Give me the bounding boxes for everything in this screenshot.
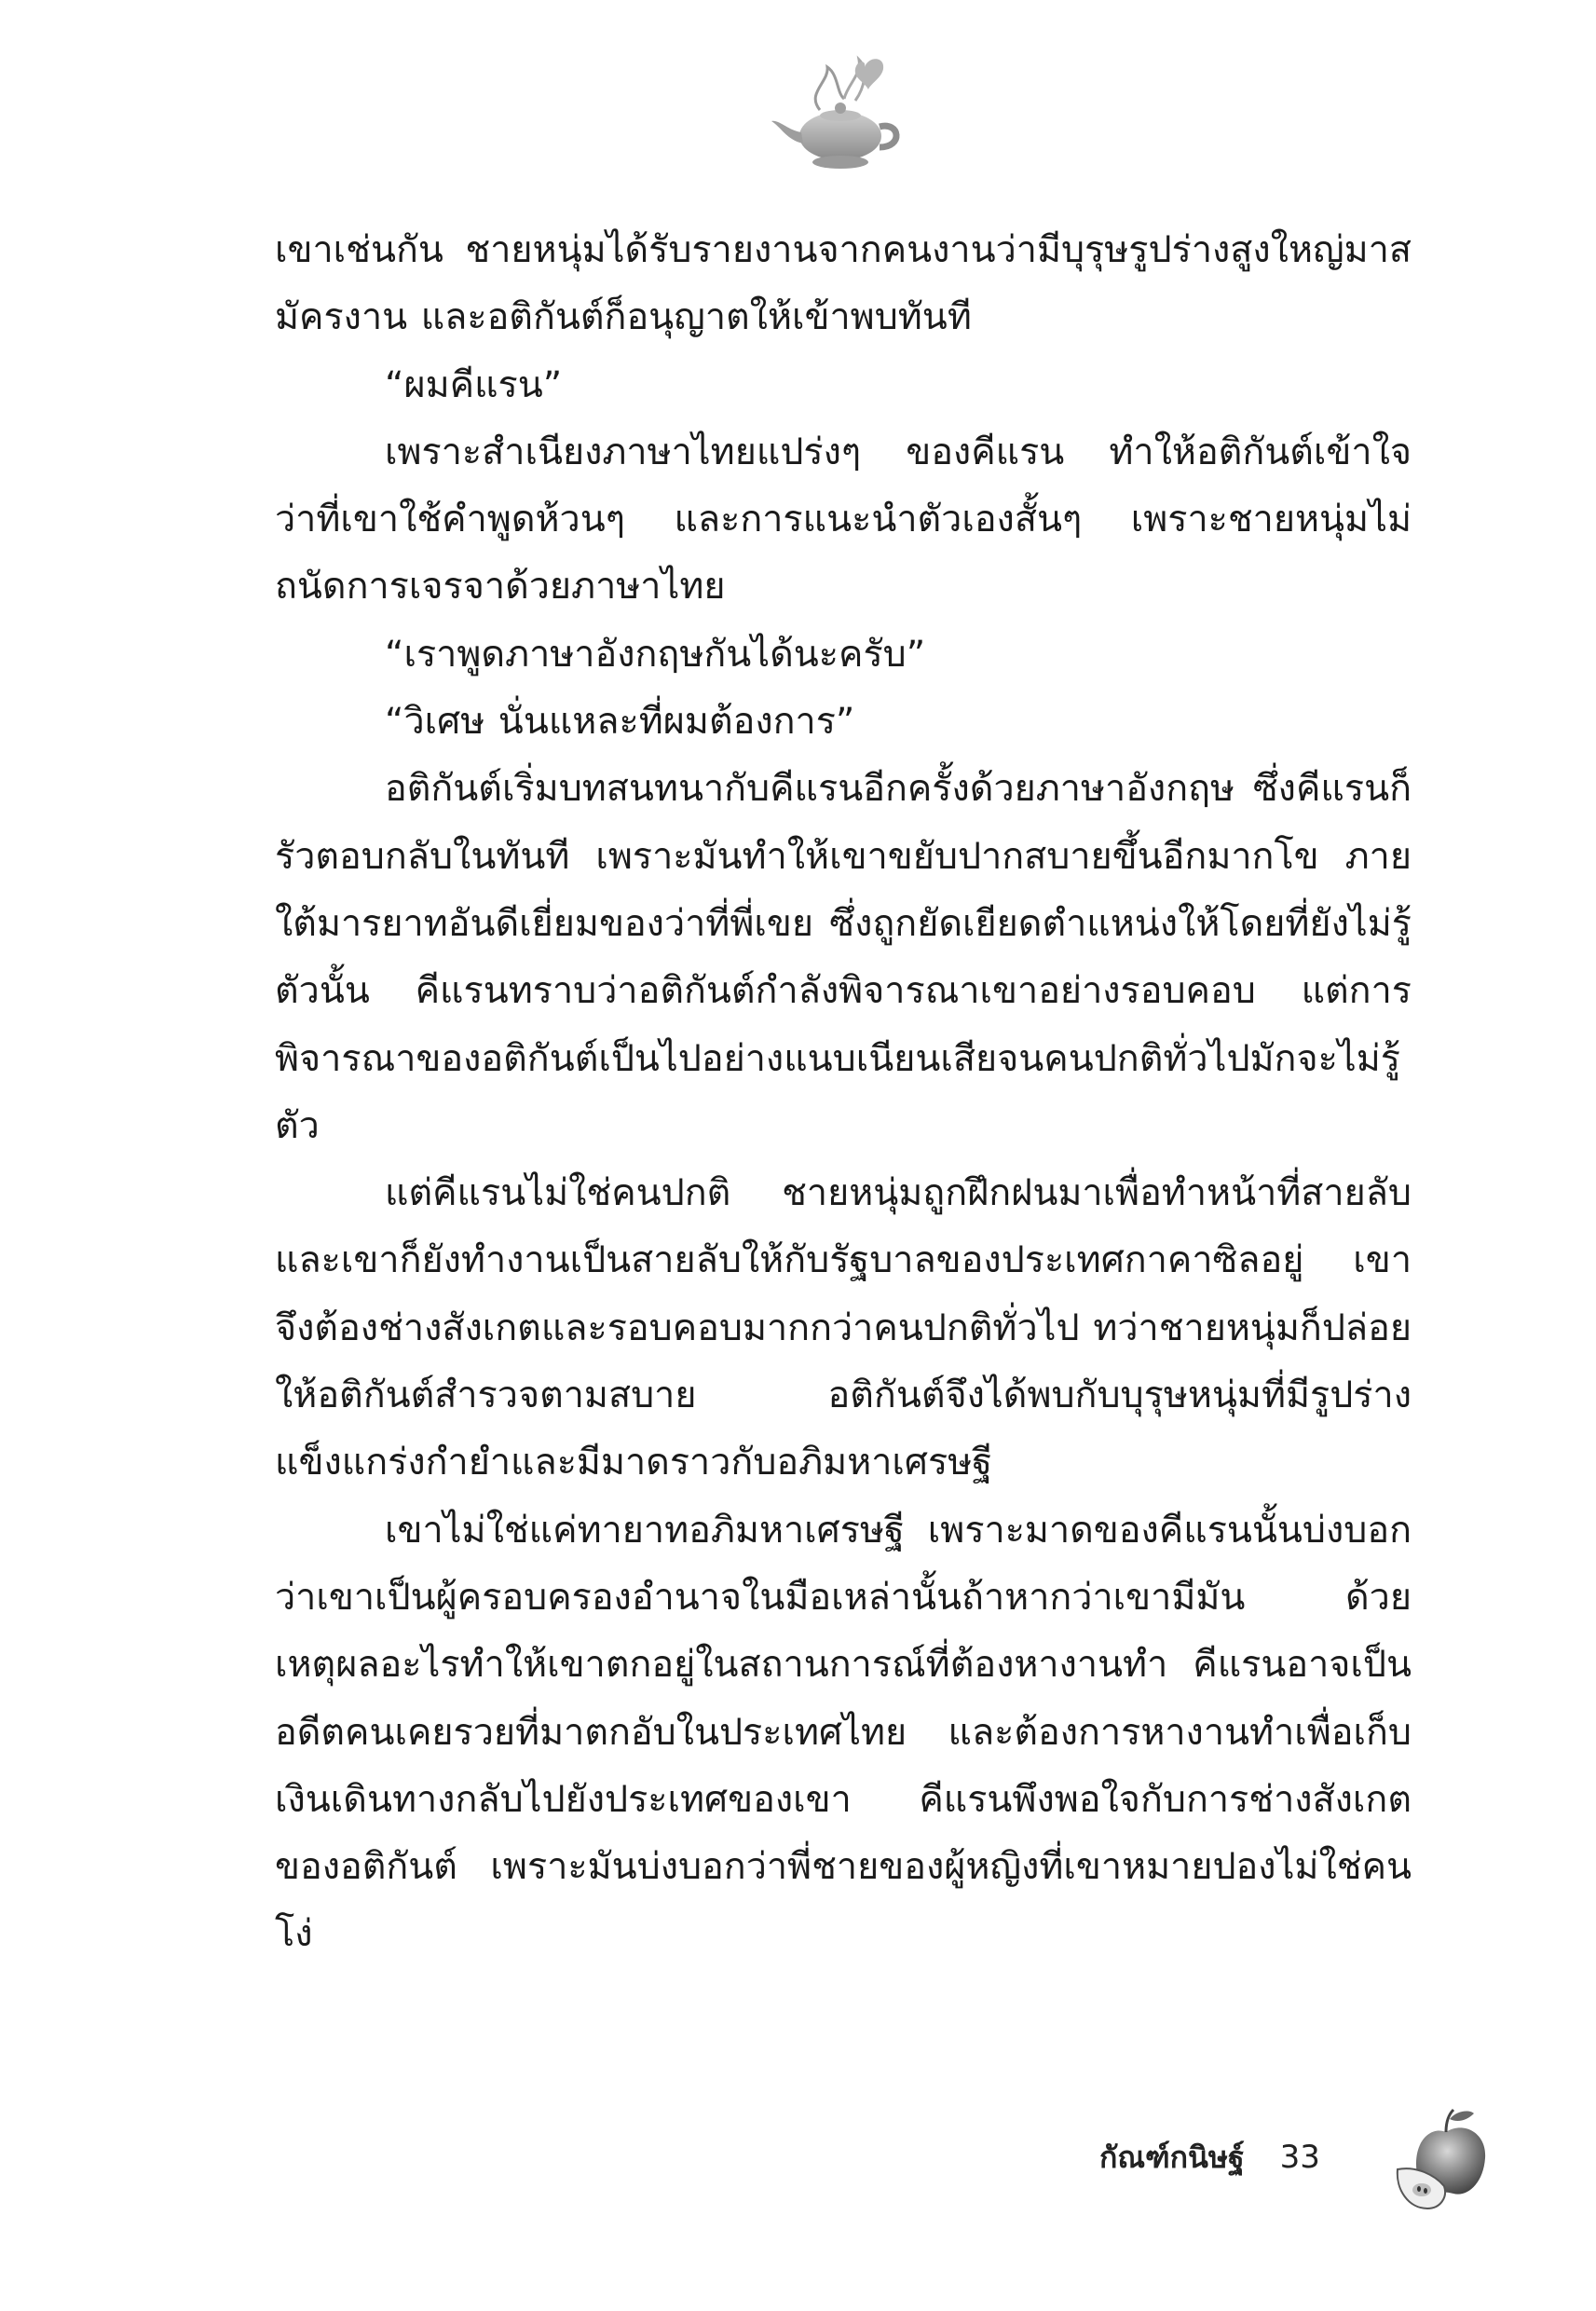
- paragraph: แต่คีแรนไม่ใช่คนปกติ ชายหนุ่มถูกฝึกฝนมาเพื่อทำหน้าที่สายลับ และเขาก็ยังทำงานเป็นสายลับให้กับรัฐบาลของประเทศกาคาซิลอยู่ เขาจึงต้องช่างสังเกตและรอบคอบมากกว่าคนปกติทั่วไป ทว่าชายหนุ่มก็ปล่อยให้อติกันต์สำรวจตามสบาย อติกันต์จึงได้พบกับบุรุษหนุ่มที่มีรูปร่างแข็งแกร่งกำยำและมีมาดราวกับอภิมหาเศรษฐี: [275, 1171, 1412, 1484]
- paragraph: เพราะสำเนียงภาษาไทยแปร่งๆ ของคีแรน ทำให้อติกันต์เข้าใจว่าที่เขาใช้คำพูดห้วนๆ และการแนะนำตัวเองสั้นๆ เพราะชายหนุ่มไม่ถนัดการเจรจาด้วยภาษาไทย: [275, 430, 1412, 609]
- paragraph: เขาไม่ใช่แค่ทายาทอภิมหาเศรษฐี เพราะมาดของคีแรนนั้นบ่งบอกว่าเขาเป็นผู้ครอบครองอำนาจในมือเหล่านั้นถ้าหากว่าเขามีมัน ด้วยเหตุผลอะไรทำให้เขาตกอยู่ในสถานการณ์ที่ต้องหางานทำ คีแรนอาจเป็นอดีตคนเคยรวยที่มาตกอับในประเทศไทย และต้องการหางานทำเพื่อเก็บเงินเดินทางกลับไปยังประเทศของเขา คีแรนพึงพอใจกับการช่างสังเกตของอติกันต์ เพราะมันบ่งบอกว่าพี่ชายของผู้หญิงที่เขาหมายปองไม่ใช่คนโง่: [275, 1508, 1412, 1956]
- paragraph: เขาเช่นกัน ชายหนุ่มได้รับรายงานจากคนงานว่ามีบุรุษรูปร่างสูงใหญ่มาสมัครงาน และอติกันต์ก็อนุญาตให้เข้าพบทันที: [275, 228, 1412, 339]
- dialogue-line: “เราพูดภาษาอังกฤษกันได้นะครับ”: [385, 632, 926, 676]
- apple-icon: [1388, 2104, 1491, 2216]
- dialogue-line: “วิเศษ นั่นแหละที่ผมต้องการ”: [385, 700, 855, 744]
- paragraph: อติกันต์เริ่มบทสนทนากับคีแรนอีกครั้งด้วยภาษาอังกฤษ ซึ่งคีแรนก็รัวตอบกลับในทันที เพราะมันทำให้เขาขยับปากสบายขึ้นอีกมากโข ภายใต้มารยาทอันดีเยี่ยมของว่าที่พี่เขย ซึ่งถูกยัดเยียดตำแหน่งให้โดยที่ยังไม่รู้ตัวนั้น คีแรนทราบว่าอติกันต์กำลังพิจารณาเขาอย่างรอบคอบ แต่การพิจารณาของอติกันต์เป็นไปอย่างแนบเนียนเสียจนคนปกติทั่วไปมักจะไม่รู้ตัว: [275, 767, 1412, 1147]
- book-title: กัณฑ์กนิษฐ์: [1099, 2139, 1245, 2175]
- teapot-genie-lamp-icon: [755, 47, 922, 177]
- dialogue-line: “ผมคีแรน”: [385, 362, 563, 406]
- page-number: 33: [1279, 2139, 1320, 2176]
- page-footer: [1099, 2120, 1320, 2195]
- body-text: [275, 216, 1412, 1968]
